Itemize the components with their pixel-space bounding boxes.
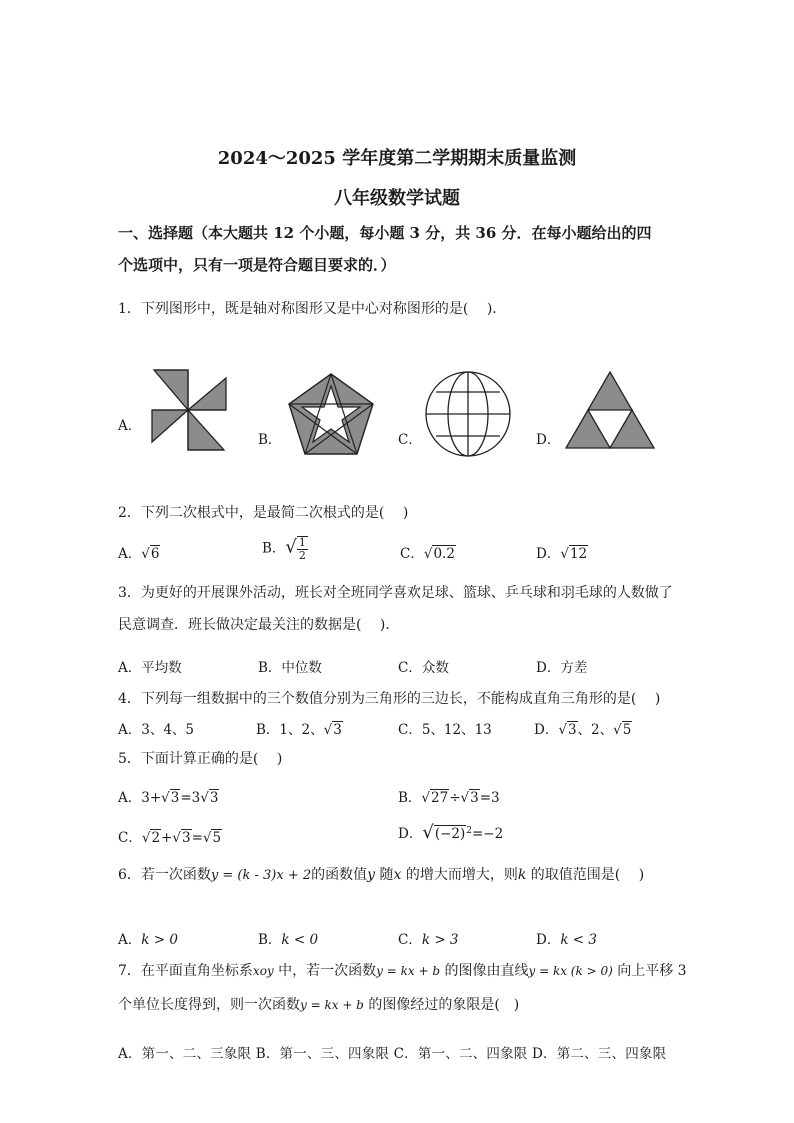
q6-option-b [258, 928, 318, 948]
q4-d-label: D． [534, 722, 559, 738]
q4-option-d: D．√3、2、√5 [534, 722, 632, 738]
q1-option-d-label: D． [536, 432, 561, 448]
q5-b-rad1: 27 [431, 790, 449, 806]
q6-var-y: y [367, 867, 376, 883]
q4-option-b: B．1、2、√3 [256, 722, 342, 738]
q2-b-denominator: 2 [298, 549, 306, 562]
question-7-stem-line2 [118, 994, 519, 1014]
q5-d-label: D． [398, 826, 423, 842]
q6-stem-c: 随 [375, 867, 394, 883]
q7-options: A．第一、二、三象限 B．第一、三、四象限 C．第一、二、四象限 D．第二、三、四象限 [118, 1046, 667, 1062]
q4-d-radicand-2: 5 [622, 722, 632, 738]
question-6-stem [118, 864, 644, 884]
q2-option-a: A．√6 [118, 546, 160, 562]
q3-option-c: C．众数 [398, 660, 449, 676]
exam-subtitle: 八年级数学试题 [334, 188, 460, 209]
q6-d-text: k < 3 [560, 932, 597, 948]
q2-a-radicand: 6 [150, 546, 160, 562]
question-3-stem-line2: 民意调查．班长做决定最关注的数据是( )． [118, 617, 400, 633]
q2-b-numerator: 1 [298, 536, 306, 549]
q6-option-d [536, 928, 597, 948]
q7-line2-b: 的图像经过的象限是( ) [363, 997, 520, 1013]
q5-option-b: B．√27÷√3=3 [398, 790, 500, 806]
q5-b-div: ÷ [449, 790, 461, 806]
pentagram-figure [286, 372, 376, 456]
q7-formula-3: y = kx + b [300, 998, 364, 1012]
q1-option-c-label: C． [398, 432, 422, 448]
q5-a-t2: =3 [180, 790, 201, 806]
q3-option-b: B．中位数 [258, 660, 322, 676]
q6-d-label: D． [536, 932, 561, 948]
q5-a-label: A． [118, 790, 142, 806]
q7-formula-1: y = kx + b [376, 964, 441, 978]
q6-formula: y = (k - 3)x + 2 [210, 868, 312, 883]
q7-formula-2: y = kx (k > 0) [528, 964, 613, 978]
q7-stem-a: 7．在平面直角坐标系 [118, 963, 253, 979]
q5-a-t1: 3+ [141, 790, 162, 806]
q5-c-rad1: 2 [151, 830, 161, 846]
q2-option-c: C．√0.2 [400, 546, 455, 562]
q7-xoy: xoy [252, 964, 274, 978]
q7-stem-c: 的图像由直线 [440, 963, 529, 979]
q3-option-d: D．方差 [536, 660, 588, 676]
q4-b-text: B．1、2、 [256, 722, 324, 738]
q5-a-rad1: 3 [170, 790, 180, 806]
q6-stem-a: 6．若一次函数 [118, 867, 211, 883]
q6-stem-d: 的增大而增大，则 [401, 867, 518, 883]
q7-line2-a: 个单位长度得到，则一次函数 [118, 997, 300, 1013]
q4-d-mid: 、2、 [577, 722, 614, 738]
pinwheel-figure [150, 368, 228, 452]
question-4-stem: 4．下列每一组数据中的三个数值分别为三角形的三边长，不能构成直角三角形的是( ) [118, 691, 661, 707]
q6-stem-b: 的函数值 [311, 867, 368, 883]
q5-b-rad2: 3 [470, 790, 479, 806]
q5-d-eq: =−2 [471, 826, 504, 842]
q2-option-c-label: C． [400, 546, 424, 562]
q5-d-exp: 2 [466, 825, 472, 836]
q2-option-b: B．√ $\frac{1}{2}$ [262, 536, 306, 562]
q6-var-x: x [393, 867, 402, 883]
q5-c-rad2: 3 [181, 830, 191, 846]
q2-option-a-label: A． [118, 546, 142, 562]
q5-c-rad3: 5 [212, 830, 222, 846]
q6-b-label: B． [258, 932, 282, 948]
q5-b-label: B． [398, 790, 422, 806]
exam-title: 2024～2025 学年度第二学期期末质量监测 [217, 148, 577, 169]
question-1-stem: 1．下列图形中，既是轴对称图形又是中心对称图形的是( )． [118, 301, 507, 317]
q5-c-label: C． [118, 830, 142, 846]
q2-option-b-label: B． [262, 540, 286, 557]
question-5-stem: 5．下面计算正确的是( ) [118, 751, 283, 767]
q2-c-radicand: 0.2 [433, 546, 455, 562]
q3-option-a: A．平均数 [118, 660, 182, 676]
q1-option-b-label: B． [258, 432, 282, 448]
q1-option-a-label: A． [118, 418, 142, 434]
q6-a-label: A． [118, 932, 142, 948]
q5-c-plus: + [161, 830, 173, 846]
q5-option-d: D．$√(-2)^2=-2$ [398, 822, 504, 843]
q5-a-rad2: 3 [209, 790, 219, 806]
q5-c-eq: = [191, 830, 203, 846]
q2-d-radicand: 12 [569, 546, 588, 562]
q6-stem-e: 的取值范围是( ) [526, 867, 645, 883]
q4-b-radicand: 3 [333, 722, 342, 738]
question-2-stem: 2．下列二次根式中，是最简二次根式的是( ) [118, 505, 409, 521]
q4-d-radicand-1: 3 [567, 722, 577, 738]
q5-b-eq: =3 [479, 790, 500, 806]
q4-option-c: C．5、12、13 [398, 722, 492, 738]
q2-option-d: D．√12 [536, 546, 588, 562]
section-heading-line2: 个选项中，只有一项是符合题目要求的．） [118, 256, 396, 274]
q6-a-text: k > 0 [141, 932, 178, 948]
q7-stem-b: 中，若一次函数 [273, 963, 377, 979]
q4-option-a: A．3、4、5 [118, 722, 195, 738]
q6-option-a [118, 928, 178, 948]
section-heading-line1: 一、选择题（本大题共 12 个小题，每小题 3 分，共 36 分．在每小题给出的四 [118, 224, 652, 242]
triforce-figure [564, 370, 656, 450]
q6-c-text: k > 3 [421, 932, 459, 948]
globe-figure [422, 370, 514, 458]
q5-d-base: (−2) [434, 826, 466, 842]
q6-option-c [398, 928, 459, 948]
q5-option-c: C．√2+√3=√5 [118, 830, 222, 846]
q6-var-k: k [517, 867, 527, 883]
question-3-stem-line1: 3．为更好的开展课外活动，班长对全班同学喜欢足球、篮球、乒乓球和羽毛球的人数做了 [118, 585, 673, 601]
q7-stem-d: 向上平移 3 [612, 963, 687, 979]
question-7-stem-line1 [118, 960, 687, 980]
q2-option-d-label: D． [536, 546, 561, 562]
q5-option-a: A．3+√3=3√3 [118, 790, 219, 806]
q6-c-label: C． [398, 932, 422, 948]
q6-b-text: k < 0 [281, 932, 319, 948]
